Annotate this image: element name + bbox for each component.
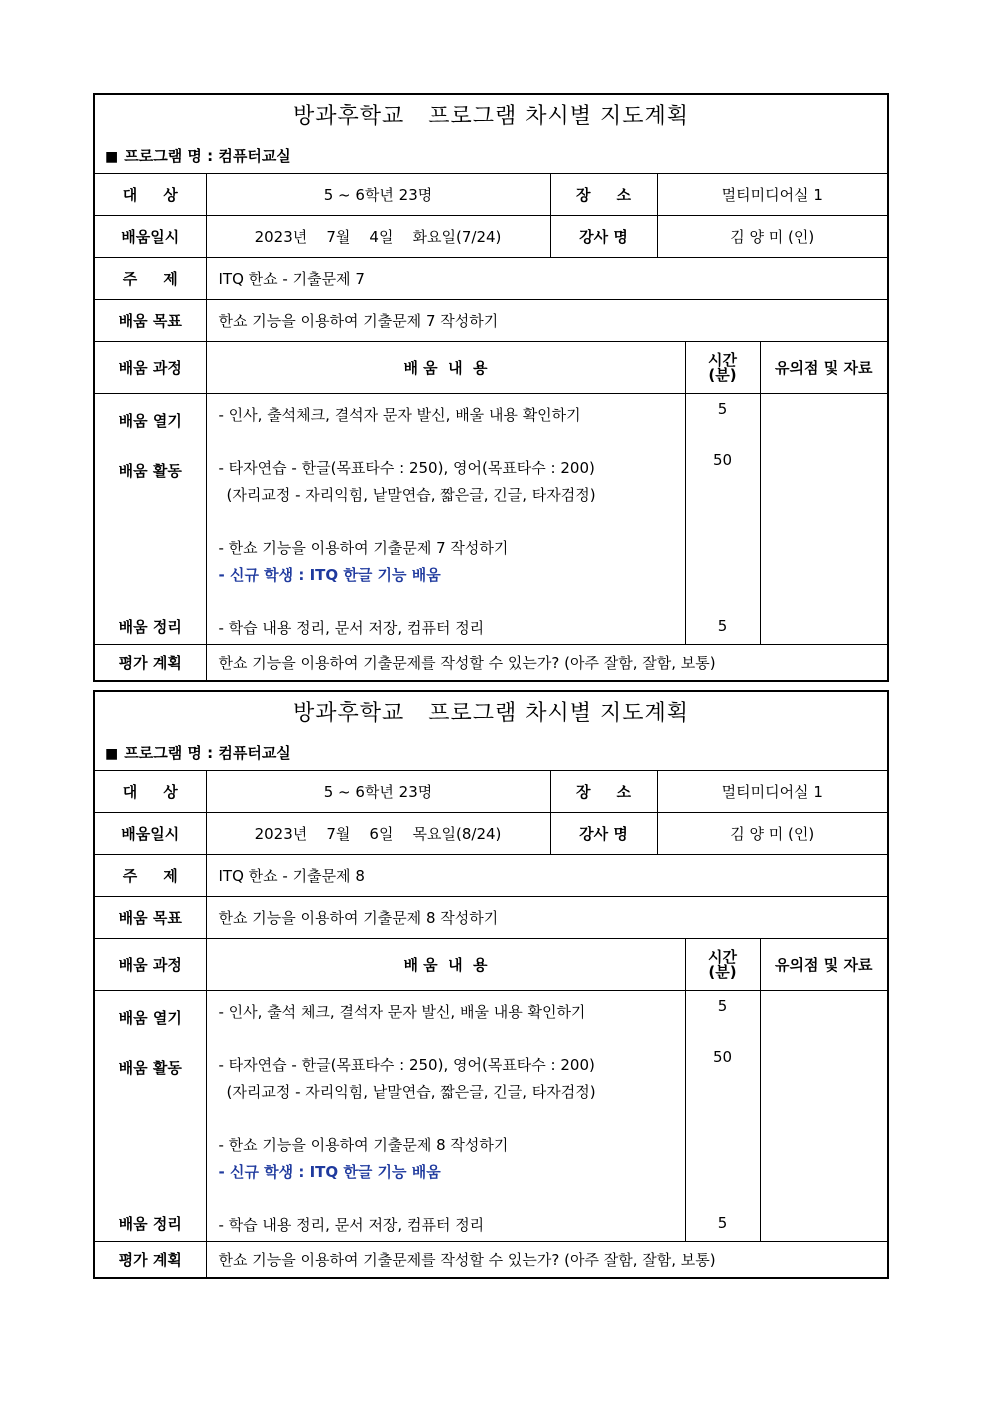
content-activity-3: - 한쇼 기능을 이용하여 기출문제 7 작성하기 bbox=[218, 539, 509, 557]
process-label: 배움 과정 bbox=[95, 342, 206, 394]
topic-value: ITQ 한쇼 - 기출문제 7 bbox=[206, 258, 887, 300]
program-name-text: 프로그램 명 : 컴퓨터교실 bbox=[124, 147, 291, 165]
process-stages bbox=[95, 394, 206, 645]
content-activity-2: (자리교정 - 자리익힘, 낱말연습, 짧은글, 긴글, 타자검정) bbox=[226, 1083, 596, 1101]
topic-value: ITQ 한쇼 - 기출문제 8 bbox=[206, 855, 887, 897]
teacher-label: 강사 명 bbox=[550, 216, 657, 258]
content-header: 배 움 내 용 bbox=[206, 939, 685, 991]
process-label: 배움 과정 bbox=[95, 939, 206, 991]
teacher-label: 강사 명 bbox=[550, 813, 657, 855]
lesson-plan-2 bbox=[93, 690, 889, 1279]
date-label: 배움일시 bbox=[95, 813, 206, 855]
time-open: 5 bbox=[717, 400, 728, 418]
plan-table bbox=[95, 770, 887, 1277]
content-open: - 인사, 출석 체크, 결석자 문자 발신, 배울 내용 확인하기 bbox=[218, 1003, 586, 1021]
place-value: 멀티미디어실 1 bbox=[657, 771, 887, 813]
goal-label: 배움 목표 bbox=[95, 300, 206, 342]
square-bullet-icon: ■ bbox=[105, 746, 119, 762]
target-value: 5 ~ 6학년 23명 bbox=[206, 771, 550, 813]
process-stages bbox=[95, 991, 206, 1242]
program-name bbox=[105, 742, 291, 763]
stage-open: 배움 열기 bbox=[118, 1009, 182, 1027]
date-label: 배움일시 bbox=[95, 216, 206, 258]
stage-open: 배움 열기 bbox=[118, 412, 182, 430]
content-header: 배 움 내 용 bbox=[206, 342, 685, 394]
content-activity-4: - 신규 학생 : ITQ 한글 기능 배움 bbox=[218, 566, 441, 584]
eval-value: 한쇼 기능을 이용하여 기출문제를 작성할 수 있는가? (아주 잘함, 잘함, 보통) bbox=[206, 1242, 887, 1277]
process-content bbox=[206, 394, 685, 645]
place-value: 멀티미디어실 1 bbox=[657, 174, 887, 216]
goal-value: 한쇼 기능을 이용하여 기출문제 8 작성하기 bbox=[206, 897, 887, 939]
process-notes bbox=[760, 991, 887, 1242]
target-label: 대 상 bbox=[95, 771, 206, 813]
eval-label: 평가 계획 bbox=[95, 645, 206, 680]
plan-title: 방과후학교 프로그램 차시별 지도계획 bbox=[293, 104, 689, 129]
process-times bbox=[685, 991, 760, 1242]
target-value: 5 ~ 6학년 23명 bbox=[206, 174, 550, 216]
content-close: - 학습 내용 정리, 문서 저장, 컴퓨터 정리 bbox=[218, 619, 485, 637]
date-value: 2023년 7월 6일 목요일(8/24) bbox=[206, 813, 550, 855]
content-close: - 학습 내용 정리, 문서 저장, 컴퓨터 정리 bbox=[218, 1216, 485, 1234]
notes-header: 유의점 및 자료 bbox=[760, 939, 887, 991]
plan-table bbox=[95, 173, 887, 680]
program-name bbox=[105, 145, 291, 166]
time-close: 5 bbox=[717, 617, 728, 635]
content-activity-2: (자리교정 - 자리익힘, 낱말연습, 짧은글, 긴글, 타자검정) bbox=[226, 486, 596, 504]
goal-label: 배움 목표 bbox=[95, 897, 206, 939]
place-label: 장 소 bbox=[550, 174, 657, 216]
stage-close: 배움 정리 bbox=[118, 618, 182, 636]
time-close: 5 bbox=[717, 1214, 728, 1232]
eval-label: 평가 계획 bbox=[95, 1242, 206, 1277]
stage-activity: 배움 활동 bbox=[118, 462, 182, 480]
place-label: 장 소 bbox=[550, 771, 657, 813]
topic-label: 주 제 bbox=[95, 258, 206, 300]
time-open: 5 bbox=[717, 997, 728, 1015]
lesson-plan-1 bbox=[93, 93, 889, 682]
teacher-value: 김 양 미 (인) bbox=[657, 216, 887, 258]
time-activity: 50 bbox=[712, 1048, 733, 1066]
topic-label: 주 제 bbox=[95, 855, 206, 897]
time-header: 시간 (분) bbox=[685, 939, 760, 991]
content-open: - 인사, 출석체크, 결석자 문자 발신, 배울 내용 확인하기 bbox=[218, 406, 581, 424]
stage-activity: 배움 활동 bbox=[118, 1059, 182, 1077]
content-activity-1: - 타자연습 - 한글(목표타수 : 250), 영어(목표타수 : 200) bbox=[218, 459, 595, 477]
content-activity-4: - 신규 학생 : ITQ 한글 기능 배움 bbox=[218, 1163, 441, 1181]
time-header: 시간 (분) bbox=[685, 342, 760, 394]
content-activity-3: - 한쇼 기능을 이용하여 기출문제 8 작성하기 bbox=[218, 1136, 509, 1154]
plan-title: 방과후학교 프로그램 차시별 지도계획 bbox=[293, 701, 689, 726]
program-name-text: 프로그램 명 : 컴퓨터교실 bbox=[124, 744, 291, 762]
process-times bbox=[685, 394, 760, 645]
process-content bbox=[206, 991, 685, 1242]
teacher-value: 김 양 미 (인) bbox=[657, 813, 887, 855]
goal-value: 한쇼 기능을 이용하여 기출문제 7 작성하기 bbox=[206, 300, 887, 342]
target-label: 대 상 bbox=[95, 174, 206, 216]
notes-header: 유의점 및 자료 bbox=[760, 342, 887, 394]
content-activity-1: - 타자연습 - 한글(목표타수 : 250), 영어(목표타수 : 200) bbox=[218, 1056, 595, 1074]
square-bullet-icon: ■ bbox=[105, 149, 119, 165]
date-value: 2023년 7월 4일 화요일(7/24) bbox=[206, 216, 550, 258]
time-activity: 50 bbox=[712, 451, 733, 469]
eval-value: 한쇼 기능을 이용하여 기출문제를 작성할 수 있는가? (아주 잘함, 잘함, 보통) bbox=[206, 645, 887, 680]
process-notes bbox=[760, 394, 887, 645]
stage-close: 배움 정리 bbox=[118, 1215, 182, 1233]
